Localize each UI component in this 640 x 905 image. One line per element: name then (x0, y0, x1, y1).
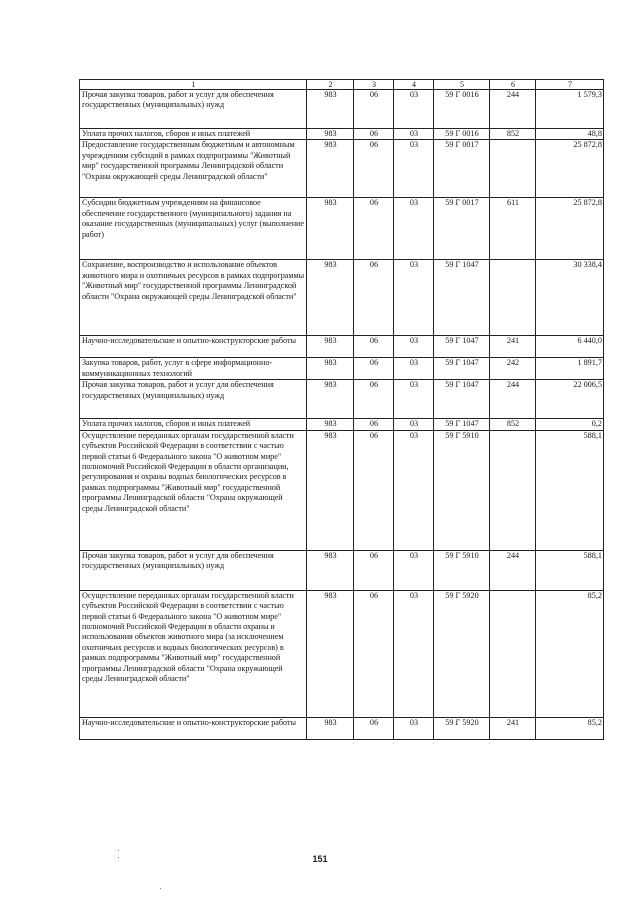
row-subsection: 03 (394, 140, 434, 198)
table-row (80, 336, 604, 358)
row-name: Прочая закупка товаров, работ и услуг для обеспечения государственных (муниципальных) нужд (80, 550, 307, 590)
scan-speck (118, 857, 119, 858)
row-target-article: 59 Г 0016 (434, 90, 490, 129)
row-amount: 25 872,8 (536, 140, 604, 198)
row-target-article: 59 Г 5920 (434, 717, 490, 739)
row-admin-code: 983 (307, 430, 354, 550)
row-admin-code: 983 (307, 419, 354, 430)
header-col-3: 3 (354, 80, 394, 90)
row-admin-code: 983 (307, 140, 354, 198)
row-name: Научно-исследовательские и опытно-конструкторские работы (80, 717, 307, 739)
table-row (80, 260, 604, 336)
table-row (80, 129, 604, 140)
row-target-article: 59 Г 1047 (434, 380, 490, 419)
row-name: Предоставление государственным бюджетным и автономным учреждениям субсидий в рамках подпрограммы "Животный мир" государственной программы Ленинградской области "Охрана окружающей среды Ленинградской области" (80, 140, 307, 198)
row-section: 06 (354, 90, 394, 129)
row-name: Осуществление переданных органам государственной власти субъектов Российской Федерации в соответствии с частью первой статьи 6 Федерального закона "О животном мире" полномочий Российской Федерации в области охраны и использования объектов животного мира (за исключением охотничьих ресурсов и водных биологических ресурсов) в рамках подпрограммы "Животный мир" государственной программы Ленинградской области "Охрана окружающей среды Ленинградской области" (80, 590, 307, 717)
row-expense-type: 244 (490, 380, 536, 419)
row-target-article: 59 Г 0017 (434, 198, 490, 260)
row-subsection: 03 (394, 590, 434, 717)
row-target-article: 59 Г 5910 (434, 430, 490, 550)
row-name: Уплата прочих налогов, сборов и иных платежей (80, 419, 307, 430)
row-name: Прочая закупка товаров, работ и услуг для обеспечения государственных (муниципальных) нужд (80, 380, 307, 419)
row-admin-code: 983 (307, 260, 354, 336)
row-subsection: 03 (394, 129, 434, 140)
row-target-article: 59 Г 1047 (434, 419, 490, 430)
row-subsection: 03 (394, 717, 434, 739)
row-admin-code: 983 (307, 358, 354, 380)
row-section: 06 (354, 198, 394, 260)
row-amount: 85,2 (536, 717, 604, 739)
row-expense-type: 611 (490, 198, 536, 260)
row-expense-type: 852 (490, 419, 536, 430)
row-name: Прочая закупка товаров, работ и услуг для обеспечения государственных (муниципальных) нужд (80, 90, 307, 129)
table-row (80, 590, 604, 717)
row-expense-type: 242 (490, 358, 536, 380)
table-row (80, 717, 604, 739)
row-admin-code: 983 (307, 590, 354, 717)
row-section: 06 (354, 430, 394, 550)
table-row (80, 358, 604, 380)
row-amount: 1 579,3 (536, 90, 604, 129)
budget-table (79, 79, 604, 740)
row-amount: 30 338,4 (536, 260, 604, 336)
row-amount: 588,1 (536, 550, 604, 590)
header-col-4: 4 (394, 80, 434, 90)
header-row (80, 80, 604, 90)
scan-speck (118, 850, 119, 851)
header-col-1: 1 (80, 80, 307, 90)
row-subsection: 03 (394, 260, 434, 336)
row-target-article: 59 Г 1047 (434, 358, 490, 380)
row-admin-code: 983 (307, 336, 354, 358)
row-subsection: 03 (394, 336, 434, 358)
row-expense-type: 244 (490, 550, 536, 590)
row-section: 06 (354, 590, 394, 717)
row-target-article: 59 Г 1047 (434, 336, 490, 358)
row-target-article: 59 Г 1047 (434, 260, 490, 336)
table-row (80, 90, 604, 129)
row-amount: 0,2 (536, 419, 604, 430)
header-col-6: 6 (490, 80, 536, 90)
row-name: Закупка товаров, работ, услуг в сфере информационно-коммуникационных технологий (80, 358, 307, 380)
row-amount: 22 006,5 (536, 380, 604, 419)
header-col-5: 5 (434, 80, 490, 90)
row-subsection: 03 (394, 90, 434, 129)
row-section: 06 (354, 550, 394, 590)
header-col-7: 7 (536, 80, 604, 90)
row-target-article: 59 Г 5920 (434, 590, 490, 717)
row-section: 06 (354, 140, 394, 198)
row-name: Уплата прочих налогов, сборов и иных платежей (80, 129, 307, 140)
table-row (80, 419, 604, 430)
row-expense-type: 852 (490, 129, 536, 140)
row-subsection: 03 (394, 380, 434, 419)
table-row (80, 430, 604, 550)
row-name: Субсидии бюджетным учреждениям на финансовое обеспечение государственного (муниципального) задания на оказание государственных (муниципальных) услуг (выполнение работ) (80, 198, 307, 260)
row-expense-type (490, 590, 536, 717)
row-amount: 588,1 (536, 430, 604, 550)
row-section: 06 (354, 129, 394, 140)
table-row (80, 550, 604, 590)
row-admin-code: 983 (307, 380, 354, 419)
row-expense-type: 241 (490, 717, 536, 739)
row-amount: 25 872,8 (536, 198, 604, 260)
table-row (80, 198, 604, 260)
row-section: 06 (354, 717, 394, 739)
row-section: 06 (354, 358, 394, 380)
row-amount: 6 440,0 (536, 336, 604, 358)
row-target-article: 59 Г 5910 (434, 550, 490, 590)
row-admin-code: 983 (307, 90, 354, 129)
row-subsection: 03 (394, 419, 434, 430)
row-expense-type (490, 430, 536, 550)
row-target-article: 59 Г 0017 (434, 140, 490, 198)
row-admin-code: 983 (307, 129, 354, 140)
scan-speck (160, 888, 161, 889)
row-subsection: 03 (394, 198, 434, 260)
row-subsection: 03 (394, 550, 434, 590)
row-amount: 48,8 (536, 129, 604, 140)
row-amount: 1 891,7 (536, 358, 604, 380)
page-number: 151 (312, 854, 328, 864)
row-name: Научно-исследовательские и опытно-конструкторские работы (80, 336, 307, 358)
row-name: Осуществление переданных органам государственной власти субъектов Российской Федерации в соответствии с частью первой статьи 6 Федерального закона "О животном мире" полномочий Российской Федерации в области организации, регулирования и охраны водных биологических ресурсов в рамках подпрограммы "Животный мир" государственной программы Ленинградской области "Охрана окружающей среды Ленинградской области" (80, 430, 307, 550)
row-subsection: 03 (394, 358, 434, 380)
row-admin-code: 983 (307, 717, 354, 739)
table-row (80, 380, 604, 419)
row-expense-type: 244 (490, 90, 536, 129)
row-target-article: 59 Г 0016 (434, 129, 490, 140)
row-admin-code: 983 (307, 198, 354, 260)
row-name: Сохранение, воспроизводство и использование объектов животного мира и охотничьих ресурсов в рамках подпрограммы "Животный мир" государственной программы Ленинградской области "Охрана окружающей среды Ленинградской области" (80, 260, 307, 336)
row-amount: 85,2 (536, 590, 604, 717)
table-row (80, 140, 604, 198)
row-section: 06 (354, 336, 394, 358)
row-expense-type (490, 260, 536, 336)
row-subsection: 03 (394, 430, 434, 550)
header-col-2: 2 (307, 80, 354, 90)
row-expense-type: 241 (490, 336, 536, 358)
row-admin-code: 983 (307, 550, 354, 590)
row-expense-type (490, 140, 536, 198)
row-section: 06 (354, 260, 394, 336)
row-section: 06 (354, 419, 394, 430)
row-section: 06 (354, 380, 394, 419)
